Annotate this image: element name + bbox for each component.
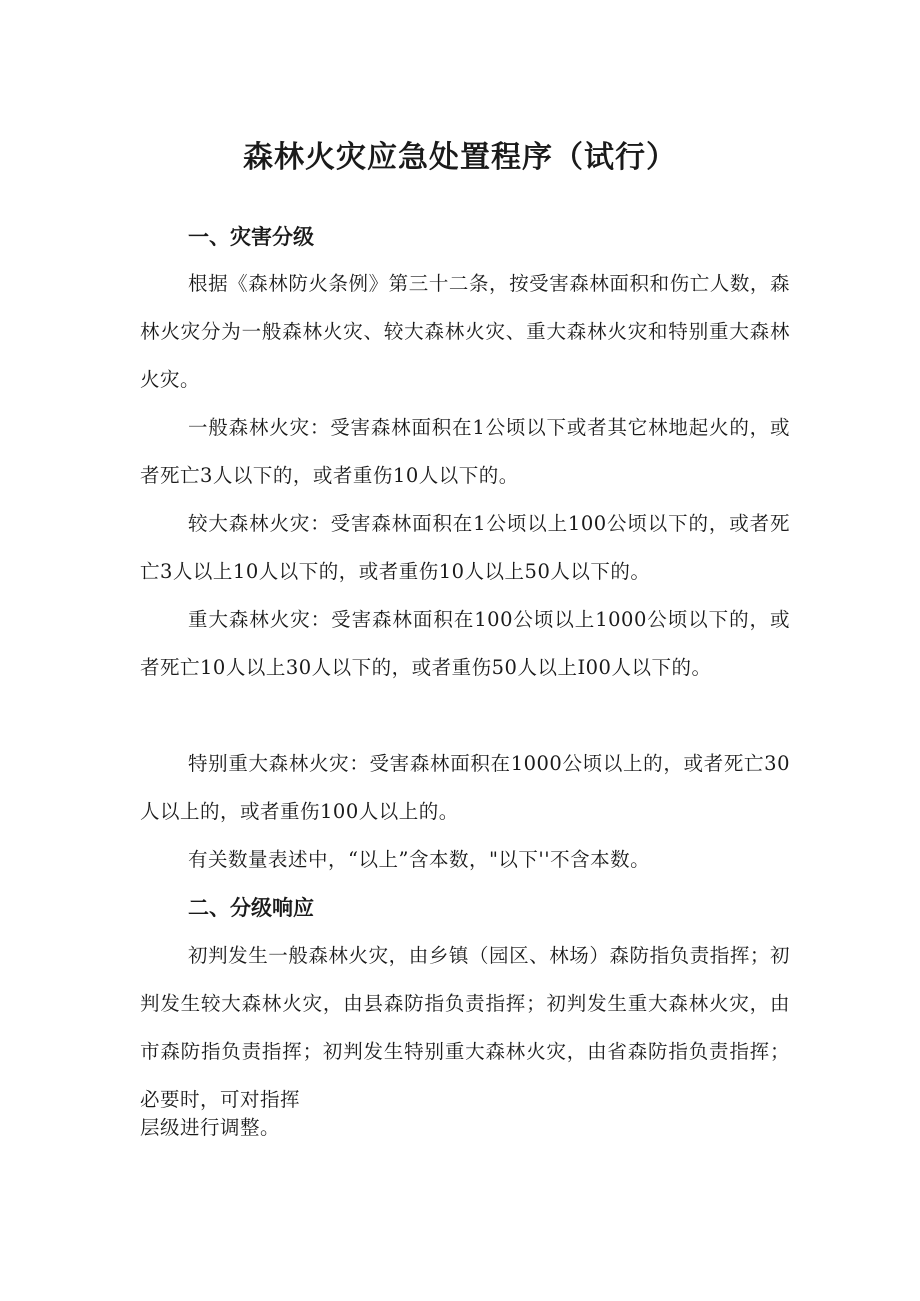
paragraph-major-fire: 重大森林火灾：受害森林面积在100公顷以上1000公顷以下的，或者死亡10人以上30人以下的，或者重伤50人以上I00人以下的。 xyxy=(140,608,790,679)
paragraph-response: 初判发生一般森林火灾，由乡镇（园区、林场）森防指负责指挥；初判发生较大森林火灾，由县森防指负责指挥；初判发生重大森林火灾，由市森防指负责指挥；初判发生特别重大森林火灾，由省森防指负责指挥；必要时，可对指挥 xyxy=(140,944,790,1111)
section-heading-response: 二、分级响应 xyxy=(188,896,314,920)
document-title: 森林火灾应急处置程序（试行） xyxy=(243,140,677,175)
paragraph-large-fire: 较大森林火灾：受害森林面积在1公顷以上100公顷以下的，或者死亡3人以上10人以下的，或者重伤10人以上50人以下的。 xyxy=(140,512,790,583)
paragraph-general-fire: 一般森林火灾：受害森林面积在1公顷以下或者其它林地起火的，或者死亡3人以下的，或者重伤10人以下的。 xyxy=(140,416,790,487)
paragraph-quantity-note: 有关数量表述中，“以上”含本数，"以下''不含本数。 xyxy=(188,848,651,871)
section-heading-grading: 一、灾害分级 xyxy=(188,225,314,249)
paragraph-intro: 根据《森林防火条例》第三十二条，按受害森林面积和伤亡人数，森林火灾分为一般森林火灾、较大森林火灾、重大森林火灾和特别重大森林火灾。 xyxy=(140,272,790,391)
paragraph-response-tail: 层级进行调整。 xyxy=(140,1116,281,1139)
paragraph-extra-major-fire: 特别重大森林火灾：受害森林面积在1000公顷以上的，或者死亡30人以上的，或者重伤100人以上的。 xyxy=(140,752,790,823)
